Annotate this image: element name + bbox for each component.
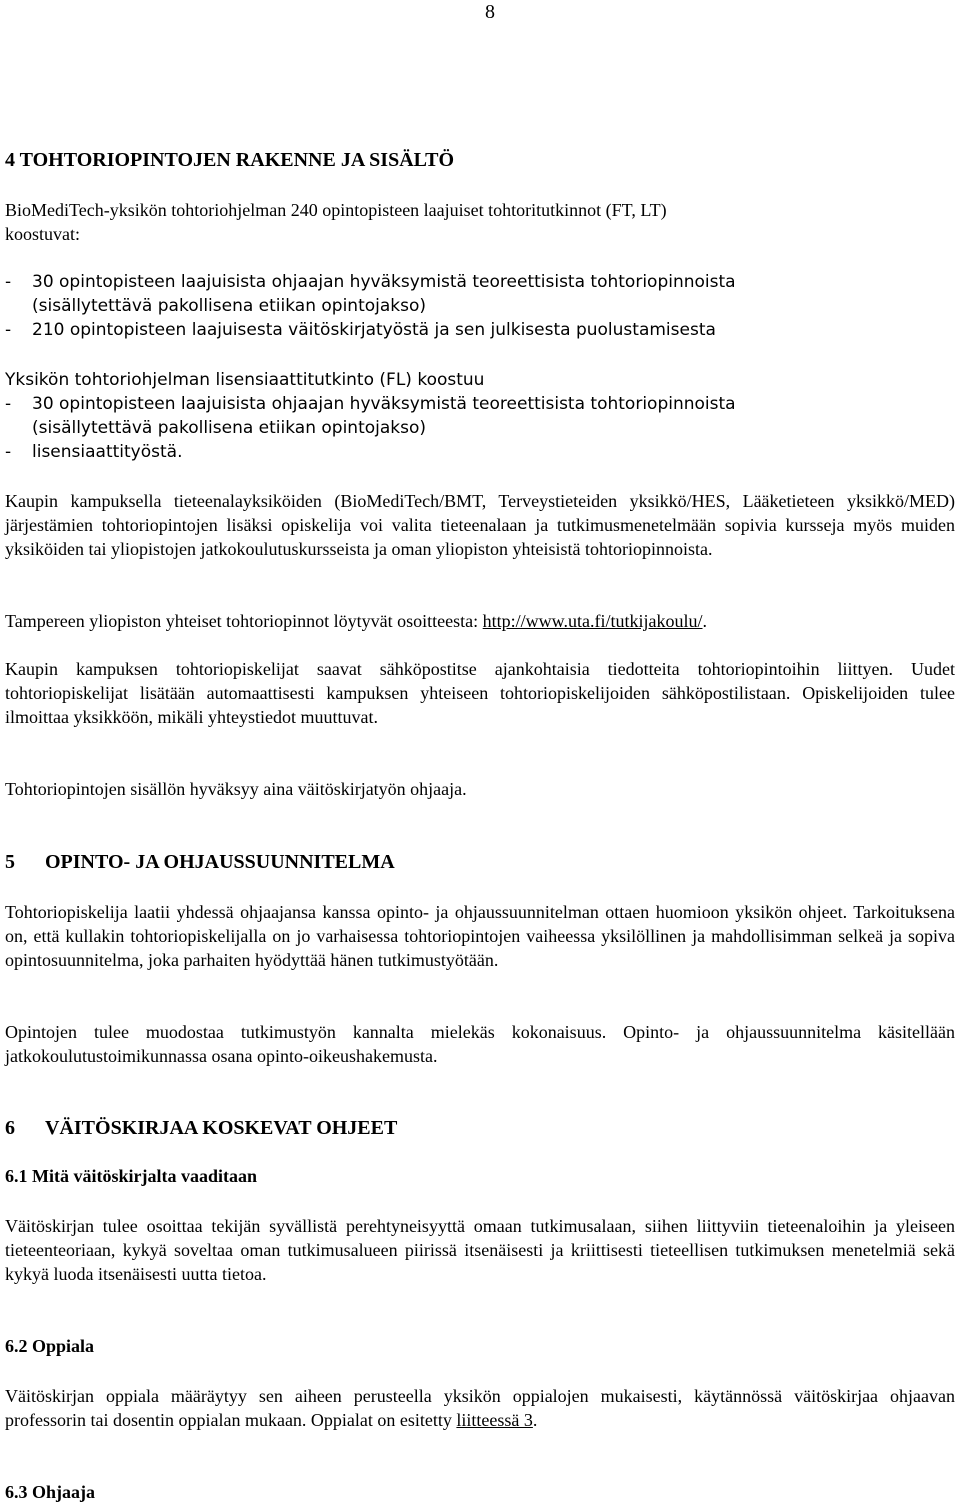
list-item-text: 30 opintopisteen laajuisista ohjaajan hyväksymistä teoreettisista tohtoriopinnoista <box>32 272 736 292</box>
paragraph-end: . <box>702 611 707 631</box>
appendix-3-link[interactable]: liitteessä 3 <box>456 1410 533 1430</box>
paragraph-end: . <box>532 1410 538 1430</box>
section-number: 5 <box>5 851 15 873</box>
section-number: 6 <box>5 1117 15 1139</box>
subsection-6-3-heading: 6.3 Ohjaaja <box>5 1482 95 1502</box>
paragraph-approval: Tohtoriopintojen sisällön hyväksyy aina väitöskirjatyön ohjaaja. <box>5 779 467 799</box>
tutkijakoulu-link[interactable]: http://www.uta.fi/tutkijakoulu/ <box>482 611 703 631</box>
list-item <box>5 392 955 440</box>
paragraph-discipline <box>5 1384 955 1432</box>
subsection-6-1-heading: 6.1 Mitä väitöskirjalta vaaditaan <box>5 1166 257 1186</box>
paragraph-tampere-studies <box>5 609 955 633</box>
section-5-heading <box>5 850 955 874</box>
paragraph-study-plan-review: Opintojen tulee muodostaa tutkimustyön kannalta mielekäs kokonaisuus. Opinto- ja ohjaussuunnitelma käsitellään jatkokoulutustoimikunnassa osana opinto-oikeushakemusta. <box>5 1022 955 1066</box>
list-dash: - <box>5 442 12 462</box>
section-4-intro <box>5 198 955 246</box>
section-6-heading <box>5 1116 955 1140</box>
list-dash: - <box>5 272 12 292</box>
subsection-6-2-heading: 6.2 Oppiala <box>5 1336 95 1356</box>
list-item-text: lisensiaattityöstä. <box>32 442 183 462</box>
fl-intro: Yksikön tohtoriohjelman lisensiaattitutkinto (FL) koostuu <box>5 370 485 390</box>
section-title: VÄITÖSKIRJAA KOSKEVAT OHJEET <box>45 1117 398 1139</box>
list-item <box>5 270 955 318</box>
list-dash: - <box>5 320 12 340</box>
fl-degree <box>5 368 955 464</box>
paragraph-text: Tampereen yliopiston yhteiset tohtoriopinnot löytyvät osoitteesta: <box>5 611 483 631</box>
paragraph-dissertation-requirements: Väitöskirjan tulee osoittaa tekijän syvällistä perehtyneisyyttä omaan tutkimusalaan, siihen liittyviin tieteenaloihin ja yleiseen tieteenteoriaan, kykyä soveltaa oman tutkimusalueen piirissä itsenäisesti ja kriittisesti tieteellisen tutkimuksen menetelmiä sekä kykyä luoda itsenäisesti uutta tietoa. <box>5 1216 955 1284</box>
intro-line-2: koostuvat: <box>5 224 80 244</box>
list-item-text: (sisällytettävä pakollisena etiikan opintojakso) <box>32 418 427 438</box>
list-dash: - <box>5 394 12 414</box>
paragraph-text: Väitöskirjan oppiala määräytyy sen aiheen perusteella yksikön oppialojen mukaisesti, käytännössä väitöskirjaa ohjaavan professorin tai dosentin oppialan mukaan. Oppialat on esitetty <box>5 1386 955 1430</box>
page-number: 8 <box>485 1 495 23</box>
paragraph-kaupin-campus: Kaupin kampuksella tieteenalayksiköiden (BioMediTech/BMT, Terveystieteiden yksikkö/HES, Lääketieteen yksikkö/MED) järjestämien tohtoriopintojen lisäksi opiskelija voi valita tieteenalaan ja tutkimusmenetelmään sopivia kursseja myös muiden yksiköiden tai yliopistojen jatkokoulutuskursseista ja oman yliopiston yhteisistä tohtoriopinnoista. <box>5 491 955 559</box>
list-item-text: 210 opintopisteen laajuisesta väitöskirjatyöstä ja sen julkisesta puolustamisesta <box>32 320 716 340</box>
list-item-text: 30 opintopisteen laajuisista ohjaajan hyväksymistä teoreettisista tohtoriopinnoista <box>32 394 736 414</box>
list-item-text: (sisällytettävä pakollisena etiikan opintojakso) <box>32 296 427 316</box>
degree-list <box>5 270 955 342</box>
section-4-heading: 4 TOHTORIOPINTOJEN RAKENNE JA SISÄLTÖ <box>5 149 455 171</box>
paragraph-email-list: Kaupin kampuksen tohtoriopiskelijat saavat sähköpostitse ajankohtaisia tiedotteita tohtoriopintoihin liittyen. Uudet tohtoriopiskelijat lisätään automaattisesti kampuksen yhteiseen tohtoriopiskelijoiden sähköpostilistaan. Opiskelijoiden tulee ilmoittaa yksikköön, mikäli yhteystiedot muuttuvat. <box>5 659 955 727</box>
list-item <box>5 318 955 342</box>
intro-line-1: BioMediTech-yksikön tohtoriohjelman 240 opintopisteen laajuiset tohtoritutkinnot (FT, LT) <box>5 200 667 220</box>
list-item <box>5 440 955 464</box>
paragraph-study-plan: Tohtoriopiskelija laatii yhdessä ohjaajansa kanssa opinto- ja ohjaussuunnitelman ottaen huomioon yksikön ohjeet. Tarkoituksena on, että kullakin tohtoriopiskelijalla on jo varhaisessa tohtoriopintojen vaiheessa yksilöllinen ja mahdollisimman selkeä ja sopiva opintosuunnitelma, joka parhaiten hyödyttää hänen tutkimustyötään. <box>5 902 955 970</box>
section-title: OPINTO- JA OHJAUSSUUNNITELMA <box>45 851 395 873</box>
